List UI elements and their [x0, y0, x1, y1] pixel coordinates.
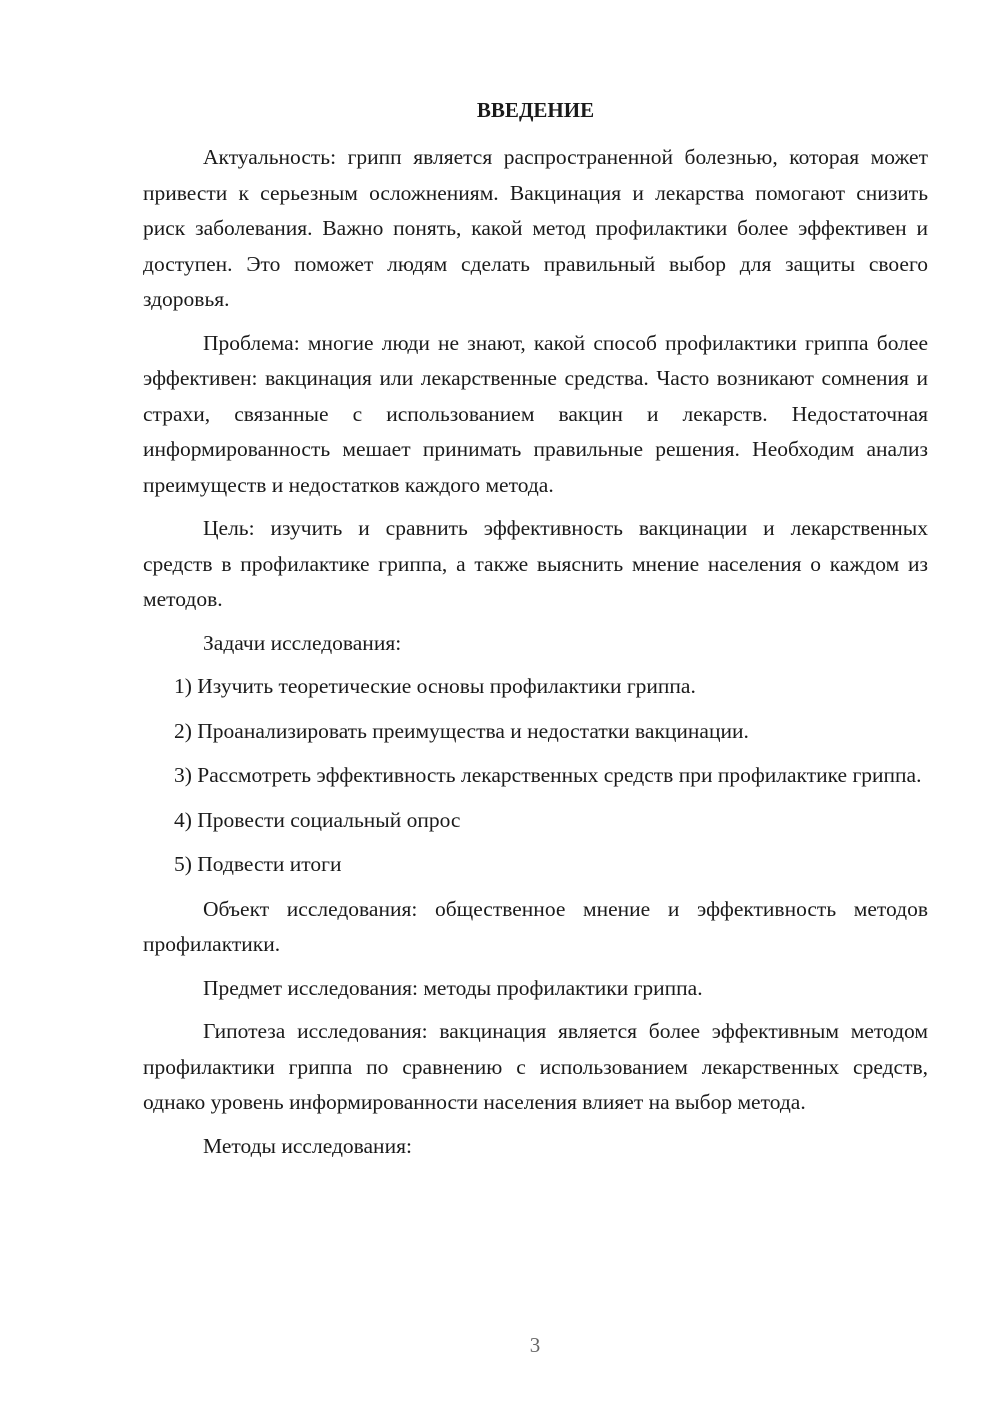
paragraph-relevance: Актуальность: грипп является распространенной болезнью, которая может привести к серьезным осложнениям. Вакцинация и лекарства помогают снизить риск заболевания. Важно понять, какой метод профилактики более эффективен и доступен. Это поможет людям сделать правильный выбор для защиты своего здоровья. — [143, 145, 928, 311]
section-title: ВВЕДЕНИЕ — [476, 98, 595, 122]
paragraph-methods: Методы исследования: — [203, 1133, 412, 1158]
paragraph-goal: Цель: изучить и сравнить эффективность вакцинации и лекарственных средств в профилактике гриппа, а также выяснить мнение населения о каждом из методов. — [143, 516, 928, 611]
task-item-3: 3) Рассмотреть эффективность лекарственных средств при профилактике гриппа. — [174, 763, 922, 787]
paragraph-tasks-heading: Задачи исследования: — [203, 630, 402, 655]
task-item-1: 1) Изучить теоретические основы профилактики гриппа. — [174, 674, 696, 698]
paragraph-object: Объект исследования: общественное мнение и эффективность методов профилактики. — [143, 896, 928, 956]
paragraph-subject: Предмет исследования: методы профилактики гриппа. — [203, 975, 703, 1000]
paragraph-hypothesis: Гипотеза исследования: вакцинация является более эффективным методом профилактики гриппа по сравнению с использованием лекарственных средств, однако уровень информированности населения влияет на выбор метода. — [143, 1019, 928, 1114]
task-item-2: 2) Проанализировать преимущества и недостатки вакцинации. — [174, 718, 749, 743]
paragraph-problem: Проблема: многие люди не знают, какой способ профилактики гриппа более эффективен: вакцинация или лекарственные средства. Часто возникают сомнения и страхи, связанные с использованием вакцин и лекарств. Недостаточная информированность мешает принимать правильные решения. Необходим анализ преимуществ и недостатков каждого метода. — [143, 330, 928, 497]
task-item-4: 4) Провести социальный опрос — [174, 807, 461, 832]
task-item-5: 5) Подвести итоги — [174, 852, 342, 876]
document-page — [143, 96, 928, 1172]
page-number: 3 — [529, 1333, 541, 1357]
